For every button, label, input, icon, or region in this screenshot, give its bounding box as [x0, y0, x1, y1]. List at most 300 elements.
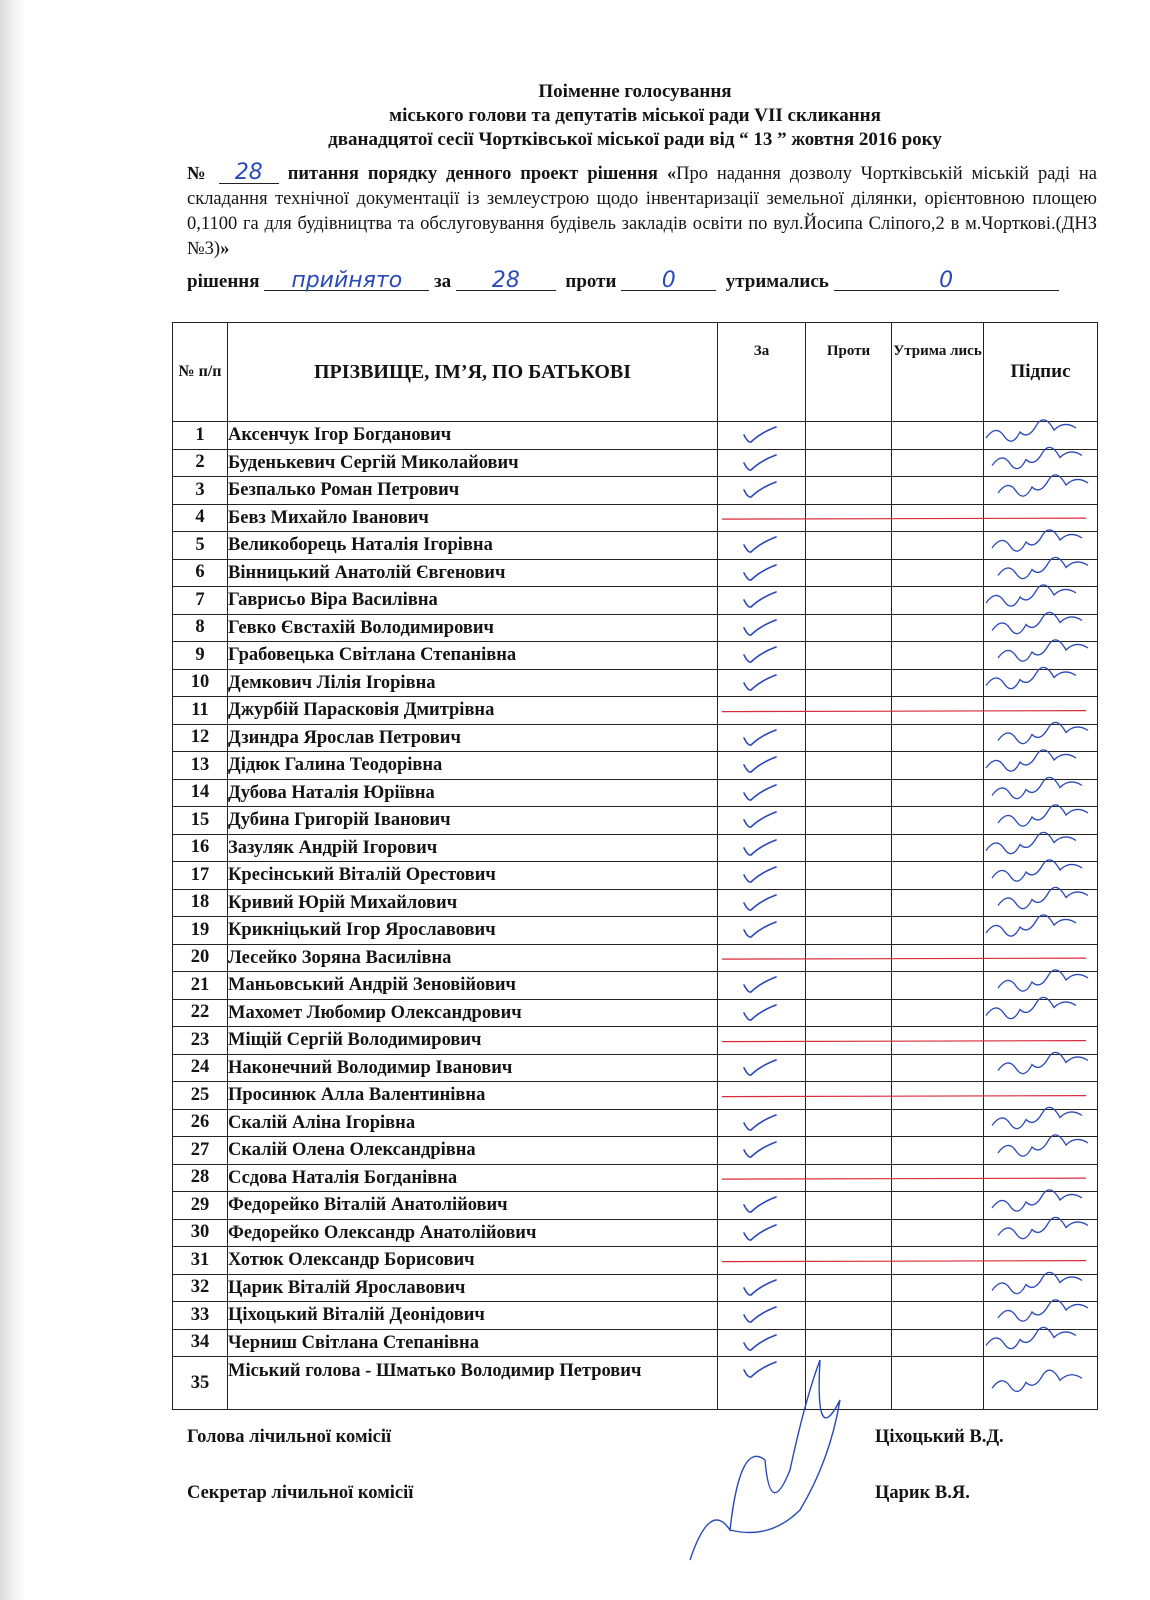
row-signature	[984, 807, 1098, 835]
row-for	[718, 1027, 806, 1055]
row-for	[718, 1137, 806, 1165]
header-for: За	[718, 323, 806, 422]
row-abstain	[892, 1247, 984, 1275]
row-name: Кресінський Віталій Орестович	[228, 862, 718, 890]
row-number: 32	[173, 1274, 228, 1302]
table-row	[173, 917, 1098, 945]
table-row	[173, 1247, 1098, 1275]
row-abstain	[892, 1164, 984, 1192]
row-abstain	[892, 1109, 984, 1137]
row-against	[806, 1247, 892, 1275]
row-signature	[984, 449, 1098, 477]
row-signature	[984, 724, 1098, 752]
row-abstain	[892, 422, 984, 450]
row-signature	[984, 1274, 1098, 1302]
row-against	[806, 999, 892, 1027]
row-name: Махомет Любомир Олександрович	[228, 999, 718, 1027]
header-num: № п/п	[173, 323, 228, 422]
check-mark-icon	[740, 1359, 780, 1381]
row-abstain	[892, 642, 984, 670]
row-signature	[984, 477, 1098, 505]
row-abstain	[892, 999, 984, 1027]
table-row	[173, 477, 1098, 505]
table-row	[173, 669, 1098, 697]
check-mark-icon	[740, 534, 780, 556]
check-mark-icon	[740, 1332, 780, 1354]
row-against	[806, 807, 892, 835]
row-for	[718, 614, 806, 642]
row-signature	[984, 642, 1098, 670]
row-number: 9	[173, 642, 228, 670]
row-name: Ссдова Наталія Богданівна	[228, 1164, 718, 1192]
check-mark-icon	[740, 672, 780, 694]
check-mark-icon	[740, 452, 780, 474]
row-name: Кривий Юрій Михайлович	[228, 889, 718, 917]
row-number: 5	[173, 532, 228, 560]
row-name: Наконечний Володимир Іванович	[228, 1054, 718, 1082]
row-name: Хотюк Олександр Борисович	[228, 1247, 718, 1275]
row-name: Скалій Олена Олександрівна	[228, 1137, 718, 1165]
secretary-label: Секретар лічильної комісії	[187, 1483, 414, 1503]
row-name: Міщій Сергій Володимирович	[228, 1027, 718, 1055]
row-number: 15	[173, 807, 228, 835]
table-row	[173, 752, 1098, 780]
row-signature	[984, 862, 1098, 890]
row-number: 30	[173, 1219, 228, 1247]
row-number: 23	[173, 1027, 228, 1055]
row-number: 27	[173, 1137, 228, 1165]
secretary-name: Царик В.Я.	[875, 1483, 970, 1503]
row-number: 24	[173, 1054, 228, 1082]
row-against	[806, 587, 892, 615]
row-against	[806, 697, 892, 725]
agenda-close: »	[220, 239, 230, 259]
row-abstain	[892, 917, 984, 945]
row-signature	[984, 944, 1098, 972]
row-abstain	[892, 1027, 984, 1055]
row-signature	[984, 999, 1098, 1027]
row-against	[806, 1357, 892, 1410]
row-number: 19	[173, 917, 228, 945]
row-against	[806, 504, 892, 532]
row-signature	[984, 752, 1098, 780]
row-number: 33	[173, 1302, 228, 1330]
row-number: 12	[173, 724, 228, 752]
row-name: Крикніцький Ігор Ярославович	[228, 917, 718, 945]
table-row	[173, 1302, 1098, 1330]
row-number: 26	[173, 1109, 228, 1137]
document-header	[60, 80, 1150, 152]
check-mark-icon	[740, 589, 780, 611]
row-name: Зазуляк Андрій Ігорович	[228, 834, 718, 862]
row-name: Скалій Аліна Ігорівна	[228, 1109, 718, 1137]
row-abstain	[892, 532, 984, 560]
row-for	[718, 834, 806, 862]
for-label: за	[434, 271, 452, 292]
table-row	[173, 1054, 1098, 1082]
row-name: Міський голова - Шматько Володимир Петрович	[228, 1357, 718, 1410]
row-number: 31	[173, 1247, 228, 1275]
scan-edge	[0, 0, 26, 1600]
row-number: 8	[173, 614, 228, 642]
table-row	[173, 642, 1098, 670]
row-number: 2	[173, 449, 228, 477]
row-name: Гевко Євстахій Володимирович	[228, 614, 718, 642]
row-for	[718, 1164, 806, 1192]
row-signature	[984, 422, 1098, 450]
row-abstain	[892, 1329, 984, 1357]
check-mark-icon	[740, 1194, 780, 1216]
row-against	[806, 477, 892, 505]
row-abstain	[892, 669, 984, 697]
row-for	[718, 999, 806, 1027]
table-row	[173, 1357, 1098, 1410]
row-name: Просинюк Алла Валентинівна	[228, 1082, 718, 1110]
row-for	[718, 1082, 806, 1110]
check-mark-icon	[740, 1304, 780, 1326]
row-against	[806, 889, 892, 917]
row-against	[806, 614, 892, 642]
check-mark-icon	[740, 644, 780, 666]
row-against	[806, 779, 892, 807]
check-mark-icon	[740, 1139, 780, 1161]
row-for	[718, 697, 806, 725]
row-for	[718, 779, 806, 807]
row-name: Федорейко Віталій Анатолійович	[228, 1192, 718, 1220]
row-for	[718, 807, 806, 835]
row-signature	[984, 532, 1098, 560]
row-number: 28	[173, 1164, 228, 1192]
row-for	[718, 532, 806, 560]
header-title: Поіменне голосування	[538, 81, 732, 102]
table-row	[173, 862, 1098, 890]
row-name: Дідюк Галина Теодорівна	[228, 752, 718, 780]
row-abstain	[892, 807, 984, 835]
row-against	[806, 752, 892, 780]
row-abstain	[892, 862, 984, 890]
row-abstain	[892, 1274, 984, 1302]
table-row	[173, 422, 1098, 450]
row-number: 3	[173, 477, 228, 505]
table-row	[173, 972, 1098, 1000]
header-abstain: Утрима лись	[892, 323, 984, 422]
row-signature	[984, 1054, 1098, 1082]
agenda-lead: питання порядку денного проект рішення «	[287, 164, 677, 184]
row-abstain	[892, 752, 984, 780]
row-number: 35	[173, 1357, 228, 1410]
row-signature	[984, 1219, 1098, 1247]
row-name: Маньовський Андрій Зеновійович	[228, 972, 718, 1000]
row-abstain	[892, 889, 984, 917]
table-header-row	[173, 323, 1098, 422]
row-name: Буденькевич Сергій Миколайович	[228, 449, 718, 477]
row-for	[718, 1109, 806, 1137]
table-row	[173, 504, 1098, 532]
agenda-text: Про надання дозволу Чортківській міській раді на складання технічної документації із землеустрою щодо інвентаризації земельної ділянки, орієнтовною площею 0,1100 га для будівництва та обслуговування будівель закладів освіти по вул.Йосипа Сліпого,2 в м.Чорткові.(ДНЗ №3)	[187, 164, 1098, 259]
row-against	[806, 1164, 892, 1192]
row-for	[718, 1357, 806, 1410]
check-mark-icon	[740, 1002, 780, 1024]
row-abstain	[892, 779, 984, 807]
row-signature	[984, 1302, 1098, 1330]
table-row	[173, 1109, 1098, 1137]
agenda-item	[187, 162, 1097, 262]
row-name: Дубина Григорій Іванович	[228, 807, 718, 835]
row-against	[806, 724, 892, 752]
row-signature	[984, 779, 1098, 807]
question-number: 28	[219, 163, 279, 184]
row-name: Безпалько Роман Петрович	[228, 477, 718, 505]
header-signature: Підпис	[984, 323, 1098, 422]
abstain-label: утримались	[725, 271, 829, 292]
row-name: Ціхоцький Віталій Деонідович	[228, 1302, 718, 1330]
row-against	[806, 944, 892, 972]
row-for	[718, 1219, 806, 1247]
vote-result	[187, 268, 1097, 293]
row-for	[718, 889, 806, 917]
row-for	[718, 752, 806, 780]
row-abstain	[892, 1082, 984, 1110]
row-number: 25	[173, 1082, 228, 1110]
row-name: Бевз Михайло Іванович	[228, 504, 718, 532]
votes-table	[172, 322, 1098, 1410]
table-row	[173, 559, 1098, 587]
row-for	[718, 972, 806, 1000]
row-signature	[984, 834, 1098, 862]
header-session: дванадцятої сесії Чортківської міської ради від “ 13 ” жовтня 2016 року	[328, 129, 942, 150]
row-against	[806, 834, 892, 862]
row-signature	[984, 1164, 1098, 1192]
row-abstain	[892, 697, 984, 725]
row-for	[718, 1054, 806, 1082]
against-label: проти	[565, 271, 617, 292]
row-for	[718, 1329, 806, 1357]
row-signature	[984, 669, 1098, 697]
check-mark-icon	[740, 974, 780, 996]
check-mark-icon	[740, 1277, 780, 1299]
row-for	[718, 1247, 806, 1275]
row-signature	[984, 1082, 1098, 1110]
check-mark-icon	[740, 562, 780, 584]
against-value: 0	[661, 268, 676, 293]
row-name: Великоборець Наталія Ігорівна	[228, 532, 718, 560]
row-for	[718, 944, 806, 972]
row-against	[806, 1027, 892, 1055]
row-number: 10	[173, 669, 228, 697]
row-name: Аксенчук Ігор Богданович	[228, 422, 718, 450]
row-signature	[984, 1192, 1098, 1220]
row-number: 16	[173, 834, 228, 862]
row-name: Черниш Світлана Степанівна	[228, 1329, 718, 1357]
table-row	[173, 1027, 1098, 1055]
row-number: 18	[173, 889, 228, 917]
table-row	[173, 807, 1098, 835]
check-mark-icon	[740, 892, 780, 914]
row-abstain	[892, 1357, 984, 1410]
header-subtitle: міського голови та депутатів міської ради VII скликання	[389, 105, 881, 126]
row-name: Вінницький Анатолій Євгенович	[228, 559, 718, 587]
row-for	[718, 724, 806, 752]
row-against	[806, 1329, 892, 1357]
row-against	[806, 862, 892, 890]
for-value: 28	[491, 268, 520, 293]
row-against	[806, 1302, 892, 1330]
row-against	[806, 1109, 892, 1137]
check-mark-icon	[740, 1222, 780, 1244]
table-row	[173, 944, 1098, 972]
chair-name: Ціхоцький В.Д.	[875, 1427, 1004, 1447]
row-for	[718, 504, 806, 532]
check-mark-icon	[740, 754, 780, 776]
table-row	[173, 999, 1098, 1027]
check-mark-icon	[740, 424, 780, 446]
check-mark-icon	[740, 809, 780, 831]
row-against	[806, 1219, 892, 1247]
row-abstain	[892, 449, 984, 477]
row-name: Дзиндра Ярослав Петрович	[228, 724, 718, 752]
row-abstain	[892, 1137, 984, 1165]
row-name: Джурбій Парасковія Дмитрівна	[228, 697, 718, 725]
row-for	[718, 862, 806, 890]
row-against	[806, 1274, 892, 1302]
row-against	[806, 1192, 892, 1220]
row-number: 34	[173, 1329, 228, 1357]
row-abstain	[892, 1302, 984, 1330]
row-signature	[984, 1247, 1098, 1275]
row-abstain	[892, 559, 984, 587]
check-mark-icon	[740, 1057, 780, 1079]
row-signature	[984, 1329, 1098, 1357]
row-number: 11	[173, 697, 228, 725]
table-row	[173, 1329, 1098, 1357]
row-for	[718, 449, 806, 477]
row-against	[806, 532, 892, 560]
row-abstain	[892, 587, 984, 615]
table-row	[173, 532, 1098, 560]
row-name: Гаврисьо Віра Василівна	[228, 587, 718, 615]
row-abstain	[892, 1192, 984, 1220]
check-mark-icon	[740, 1112, 780, 1134]
row-number: 21	[173, 972, 228, 1000]
row-for	[718, 1302, 806, 1330]
row-abstain	[892, 477, 984, 505]
row-for	[718, 1192, 806, 1220]
row-number: 6	[173, 559, 228, 587]
row-abstain	[892, 972, 984, 1000]
check-mark-icon	[740, 782, 780, 804]
row-signature	[984, 504, 1098, 532]
row-for	[718, 917, 806, 945]
row-against	[806, 642, 892, 670]
table-row	[173, 1192, 1098, 1220]
row-for	[718, 669, 806, 697]
row-number: 22	[173, 999, 228, 1027]
check-mark-icon	[740, 727, 780, 749]
row-number: 17	[173, 862, 228, 890]
row-against	[806, 559, 892, 587]
table-row	[173, 449, 1098, 477]
row-against	[806, 669, 892, 697]
row-for	[718, 642, 806, 670]
votes-table-body	[173, 422, 1098, 1410]
table-row	[173, 614, 1098, 642]
header-against: Проти	[806, 323, 892, 422]
row-abstain	[892, 614, 984, 642]
row-for	[718, 477, 806, 505]
table-row	[173, 1137, 1098, 1165]
row-signature	[984, 587, 1098, 615]
table-row	[173, 587, 1098, 615]
row-name: Царик Віталій Ярославович	[228, 1274, 718, 1302]
table-row	[173, 834, 1098, 862]
table-row	[173, 1082, 1098, 1110]
row-against	[806, 1082, 892, 1110]
row-signature	[984, 1027, 1098, 1055]
table-row	[173, 889, 1098, 917]
decision-label: рішення	[187, 271, 260, 292]
table-row	[173, 1219, 1098, 1247]
check-mark-icon	[740, 837, 780, 859]
table-row	[173, 779, 1098, 807]
abstain-value: 0	[939, 268, 954, 293]
row-signature	[984, 889, 1098, 917]
row-abstain	[892, 504, 984, 532]
row-number: 1	[173, 422, 228, 450]
decision-value: прийнято	[291, 268, 403, 293]
row-against	[806, 1054, 892, 1082]
header-name: ПРІЗВИЩЕ, ІМ’Я, ПО БАТЬКОВІ	[228, 323, 718, 422]
row-against	[806, 917, 892, 945]
table-row	[173, 1164, 1098, 1192]
row-for	[718, 1274, 806, 1302]
row-against	[806, 972, 892, 1000]
row-signature	[984, 697, 1098, 725]
number-sign: №	[187, 164, 210, 184]
row-signature	[984, 559, 1098, 587]
row-against	[806, 1137, 892, 1165]
table-row	[173, 1274, 1098, 1302]
row-abstain	[892, 724, 984, 752]
row-abstain	[892, 1219, 984, 1247]
row-signature	[984, 1137, 1098, 1165]
row-abstain	[892, 944, 984, 972]
row-number: 29	[173, 1192, 228, 1220]
row-abstain	[892, 1054, 984, 1082]
row-number: 7	[173, 587, 228, 615]
row-number: 20	[173, 944, 228, 972]
row-name: Дубова Наталія Юріївна	[228, 779, 718, 807]
row-number: 4	[173, 504, 228, 532]
check-mark-icon	[740, 919, 780, 941]
row-against	[806, 422, 892, 450]
row-for	[718, 559, 806, 587]
row-name: Демкович Лілія Ігорівна	[228, 669, 718, 697]
row-signature	[984, 972, 1098, 1000]
row-abstain	[892, 834, 984, 862]
row-number: 14	[173, 779, 228, 807]
row-name: Лесейко Зоряна Василівна	[228, 944, 718, 972]
check-mark-icon	[740, 864, 780, 886]
row-for	[718, 422, 806, 450]
table-row	[173, 724, 1098, 752]
row-signature	[984, 1109, 1098, 1137]
check-mark-icon	[740, 479, 780, 501]
row-against	[806, 449, 892, 477]
chair-label: Голова лічильної комісії	[187, 1427, 392, 1447]
row-signature	[984, 1357, 1098, 1410]
row-name: Грабовецька Світлана Степанівна	[228, 642, 718, 670]
row-number: 13	[173, 752, 228, 780]
